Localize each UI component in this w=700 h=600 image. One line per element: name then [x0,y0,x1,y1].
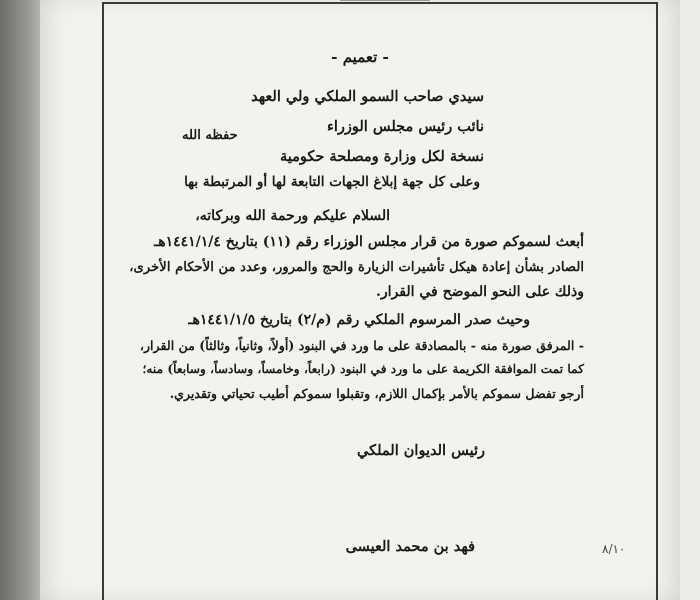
body-line-5: - المرفق صورة منه - بالمصادقة على ما ورد في البنود (أولاً، وثانياً، وثالثاً) من القرار، [139,338,584,353]
document-page [40,0,680,600]
body-line-3: وذلك على النحو الموضح في القرار. [376,284,584,300]
body-line-6: كما تمت الموافقة الكريمة على ما ورد في البنود (رابعاً، وخامساً، وسادساً، وسابعاً) منه؛ [142,362,584,376]
addressee-line-4: وعلى كل جهة إبلاغ الجهات التابعة لها أو المرتبطة بها [184,174,480,190]
body-line-2: الصادر بشأن إعادة هيكل تأشيرات الزيارة والحج والمرور، وعدد من الأحكام الأخرى، [129,260,584,275]
greeting-line: السلام عليكم ورحمة الله وبركاته، [195,208,390,224]
reference-number: ٨/١٠ [602,542,626,556]
addressee-line-2: نائب رئيس مجلس الوزراء [327,118,484,135]
addressee-line-1: سيدي صاحب السمو الملكي ولي العهد [251,88,484,105]
memo-title: - تعميم - [331,48,389,66]
signature-name: فهد بن محمد العيسى [345,538,475,555]
body-line-1: أبعث لسموكم صورة من قرار مجلس الوزراء رقم (١١) بتاريخ ١٤٤١/١/٤هـ [154,234,584,250]
signature-title: رئيس الديوان الملكي [357,442,485,459]
addressee-line-3: نسخة لكل وزارة ومصلحة حكومية [280,148,484,165]
body-line-7: أرجو تفضل سموكم بالأمر بإكمال اللازم، وتقبلوا سموكم أطيب تحياتي وتقديري. [169,386,584,401]
header-mark [340,0,430,1]
body-line-4: وحيث صدر المرسوم الملكي رقم (م/٢) بتاريخ ١٤٤١/١/٥هـ [188,312,530,328]
hafiz-note: حفظه الله [182,128,238,143]
